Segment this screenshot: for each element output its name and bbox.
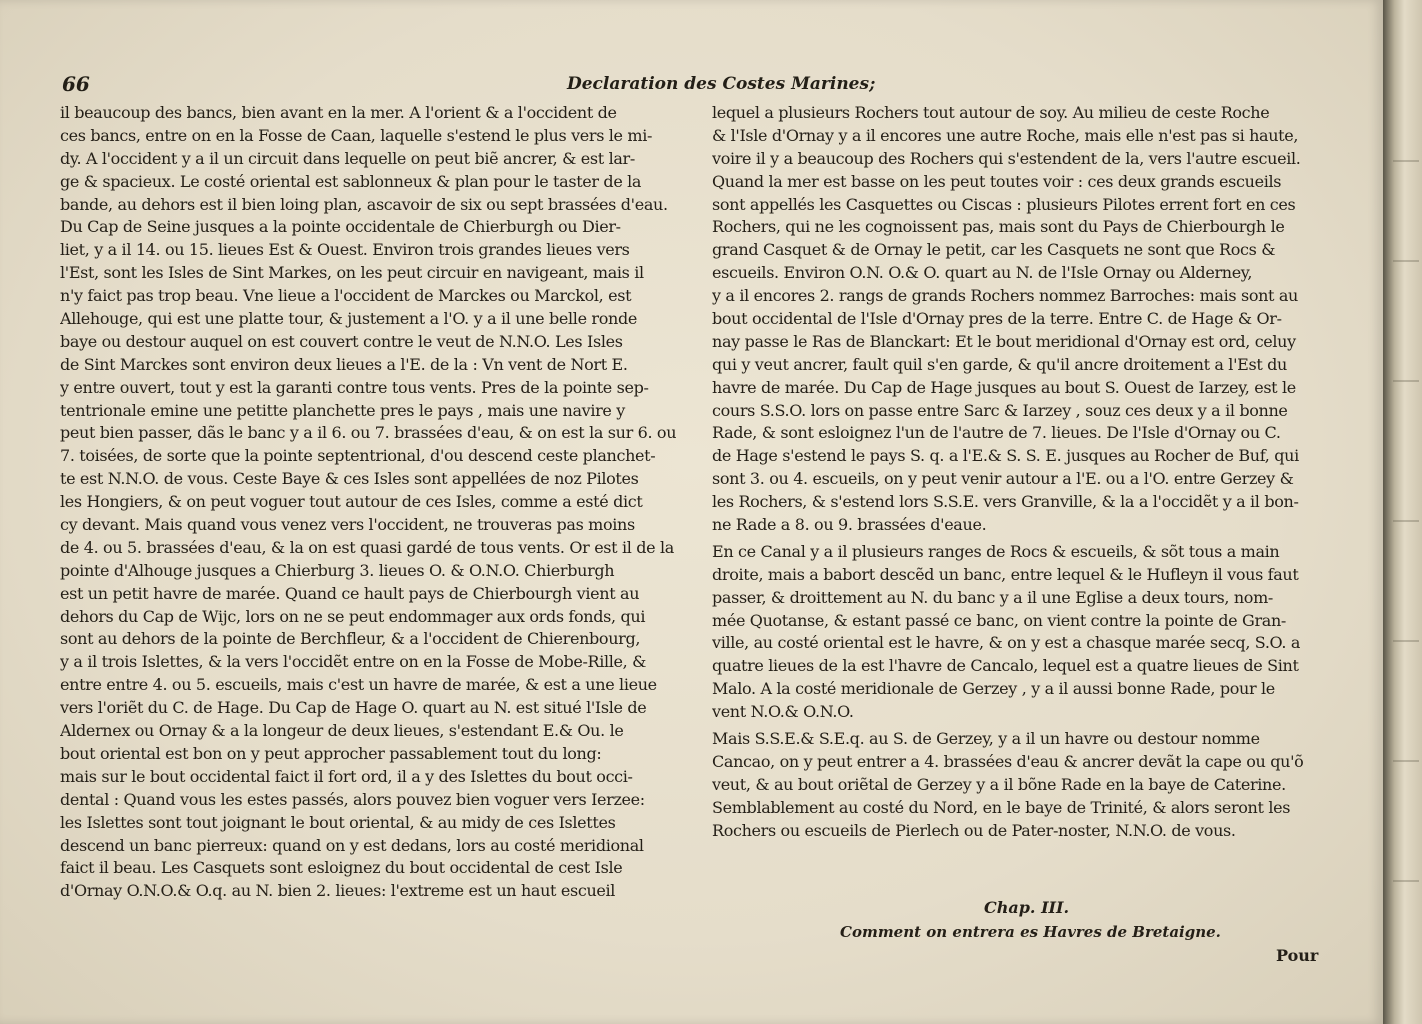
text-line: voire il y a beaucoup des Rochers qui s'estendent de la, vers l'autre escueil.: [712, 148, 1301, 168]
text-line: dehors du Cap de Wijc, lors on ne se peut endommager aux ords fonds, qui: [60, 606, 646, 626]
text-line: te est N.N.O. de vous. Ceste Baye & ces Isles sont appellées de noz Pilotes: [60, 469, 639, 489]
chapter-title: Comment on entrera es Havres de Bretaigne.: [840, 923, 1221, 941]
text-line: ge & spacieux. Le costé oriental est sablonneux & plan pour le taster de la: [60, 171, 642, 191]
text-line: grand Casquet & de Ornay le petit, car les Casquets ne sont que Rocs &: [712, 240, 1276, 260]
text-line: cy devant. Mais quand vous venez vers l'occident, ne trouveras pas moins: [60, 515, 635, 535]
text-line: droite, mais a babort descẽd un banc, entre lequel & le Hufleyn il vous faut: [712, 564, 1299, 584]
text-line: ces bancs, entre on en la Fosse de Caan, laquelle s'estend le plus vers le mi-: [60, 125, 653, 145]
page-number: 66: [62, 72, 90, 96]
catchword: Pour: [1276, 946, 1319, 965]
text-line: Rochers ou escueils de Pierlech ou de Pater-noster, N.N.O. de vous.: [712, 820, 1236, 840]
next-page-edge: [1383, 0, 1422, 1024]
text-line: ne Rade a 8. ou 9. brassées d'eaue.: [712, 515, 987, 535]
left-text-column: [60, 102, 693, 903]
running-title: Declaration des Costes Marines;: [567, 74, 876, 94]
text-line: bout oriental est bon on y peut approcher passablement tout du long:: [60, 743, 602, 763]
text-line: bout occidental de l'Isle d'Ornay pres de la terre. Entre C. de Hage & Or-: [712, 309, 1282, 329]
text-line: les Hongiers, & on peut voguer tout autour de ces Isles, comme a esté dict: [60, 492, 643, 512]
text-line: 7. toisées, de sorte que la pointe septentrional, d'ou descend ceste planchet-: [60, 446, 656, 466]
text-line: lequel a plusieurs Rochers tout autour de soy. Au milieu de ceste Roche: [712, 103, 1270, 122]
text-line: dy. A l'occident y a il un circuit dans lequelle on peut biẽ ancrer, & est lar-: [60, 148, 635, 168]
text-line: est un petit havre de marée. Quand ce hault pays de Chierbourgh vient au: [60, 583, 640, 603]
text-line: Semblablement au costé du Nord, en le baye de Trinité, & alors seront les: [712, 797, 1291, 817]
right-text-column: [712, 102, 1344, 843]
text-line: sont au dehors de la pointe de Berchfleur, & a l'occident de Chierenbourg,: [60, 629, 641, 649]
text-line: de Sint Marckes sont environ deux lieues a l'E. de la : Vn vent de Nort E.: [60, 354, 628, 374]
text-line: pointe d'Alhouge jusques a Chierburg 3. lieues O. & O.N.O. Chierburgh: [60, 560, 615, 580]
text-line: baye ou destour auquel on est couvert contre le veut de N.N.O. Les Isles: [60, 331, 623, 351]
text-line: bande, au dehors est il bien loing plan, ascavoir de six ou sept brassées d'eau.: [60, 194, 668, 214]
text-line: cours S.S.O. lors on passe entre Sarc & Iarzey , souz ces deux y a il bonne: [712, 400, 1288, 420]
text-line: mais sur le bout occidental faict il fort ord, il a y des Islettes du bout occi-: [60, 766, 633, 786]
text-line: Aldernex ou Ornay & a la longeur de deux lieues, s'estendant E.& Ou. le: [60, 721, 624, 741]
text-line: descend un banc pierreux: quand on y est dedans, lors au costé meridional: [60, 835, 644, 855]
text-line: Quand la mer est basse on les peut toutes voir : ces deux grands escueils: [712, 171, 1282, 191]
text-line: entre entre 4. ou 5. escueils, mais c'est un havre de marée, & est a une lieue: [60, 675, 657, 695]
text-line: les Islettes sont tout joignant le bout oriental, & au midy de ces Islettes: [60, 812, 616, 832]
text-line: il beaucoup des bancs, bien avant en la mer. A l'orient & a l'occident de: [60, 103, 617, 122]
text-line: qui y veut ancrer, fault quil s'en garde, & qu'il ancre droitement a l'Est du: [712, 354, 1287, 374]
text-line: passer, & droittement au N. du banc y a il une Eglise a deux tours, nom-: [712, 587, 1273, 607]
chapter-number: Chap. III.: [984, 898, 1070, 917]
text-line: havre de marée. Du Cap de Hage jusques au bout S. Ouest de Iarzey, est le: [712, 377, 1296, 397]
text-line: dental : Quand vous les estes passés, alors pouvez bien voguer vers Ierzee:: [60, 789, 645, 809]
text-line: y entre ouvert, tout y est la garanti contre tous vents. Pres de la pointe sep-: [60, 377, 649, 397]
text-line: sont appellés les Casquettes ou Ciscas : plusieurs Pilotes errent fort en ces: [712, 194, 1296, 214]
text-line: Rade, & sont esloignez l'un de l'autre de 7. lieues. De l'Isle d'Ornay ou C.: [712, 423, 1281, 443]
text-line: Malo. A la costé meridionale de Gerzey , y a il aussi bonne Rade, pour le: [712, 679, 1275, 699]
text-line: Mais S.S.E.& S.E.q. au S. de Gerzey, y a il un havre ou destour nomme: [712, 729, 1260, 749]
text-line: tentrionale emine une petitte planchette pres le pays , mais une navire y: [60, 400, 625, 420]
text-line: Cancao, on y peut entrer a 4. brassées d'eau & ancrer devãt la cape ou qu'õ: [712, 751, 1304, 771]
text-line: vent N.O.& O.N.O.: [712, 702, 854, 722]
text-line: d'Ornay O.N.O.& O.q. au N. bien 2. lieues: l'extreme est un haut escueil: [60, 881, 616, 901]
text-line: Allehouge, qui est une platte tour, & justement a l'O. y a il une belle ronde: [60, 309, 637, 329]
text-line: peut bien passer, dãs le banc y a il 6. ou 7. brassées d'eau, & on est la sur 6. ou: [60, 423, 677, 443]
text-line: l'Est, sont les Isles de Sint Markes, on les peut circuir en navigeant, mais il: [60, 263, 644, 283]
text-line: les Rochers, & s'estend lors S.S.E. vers Granville, & la a l'occidẽt y a il bon-: [712, 492, 1299, 512]
text-line: sont 3. ou 4. escueils, on y peut venir autour a l'E. ou a l'O. entre Gerzey &: [712, 469, 1294, 489]
text-line: escueils. Environ O.N. O.& O. quart au N. de l'Isle Ornay ou Alderney,: [712, 263, 1253, 283]
text-line: y a il trois Islettes, & la vers l'occidẽt entre on en la Fosse de Mobe-Rille, &: [60, 652, 647, 672]
text-line: de 4. ou 5. brassées d'eau, & la on est quasi gardé de tous vents. Or est il de la: [60, 537, 674, 557]
text-line: faict il beau. Les Casquets sont esloignez du bout occidental de cest Isle: [60, 858, 623, 878]
text-line: ville, au costé oriental est le havre, & on y est a chasque marée secq, S.O. a: [712, 633, 1301, 653]
page-header: [62, 72, 876, 100]
text-line: & l'Isle d'Ornay y a il encores une autre Roche, mais elle n'est pas si haute,: [712, 125, 1299, 145]
text-line: veut, & au bout oriẽtal de Gerzey y a il bõne Rade en la baye de Caterine.: [712, 774, 1286, 794]
text-line: Du Cap de Seine jusques a la pointe occidentale de Chierburgh ou Dier-: [60, 217, 621, 237]
text-line: mée Quotanse, & estant passé ce banc, on vient contre la pointe de Gran-: [712, 610, 1286, 630]
text-line: n'y faict pas trop beau. Vne lieue a l'occident de Marckes ou Marckol, est: [60, 286, 632, 306]
text-line: Rochers, qui ne les cognoissent pas, mais sont du Pays de Chierbourgh le: [712, 217, 1285, 237]
text-line: liet, y a il 14. ou 15. lieues Est & Ouest. Environ trois grandes lieues vers: [60, 240, 630, 260]
text-line: de Hage s'estend le pays S. q. a l'E.& S. S. E. jusques au Rocher de Buf, qui: [712, 446, 1299, 466]
text-line: nay passe le Ras de Blanckart: Et le bout meridional d'Ornay est ord, celuy: [712, 331, 1296, 351]
text-line: quatre lieues de la est l'havre de Cancalo, lequel est a quatre lieues de Sint: [712, 656, 1299, 676]
text-line: vers l'oriẽt du C. de Hage. Du Cap de Hage O. quart au N. est situé l'Isle de: [60, 698, 647, 718]
text-line: En ce Canal y a il plusieurs ranges de Rocs & escueils, & sõt tous a main: [712, 541, 1280, 561]
text-line: y a il encores 2. rangs de grands Rochers nommez Barroches: mais sont au: [712, 286, 1299, 306]
